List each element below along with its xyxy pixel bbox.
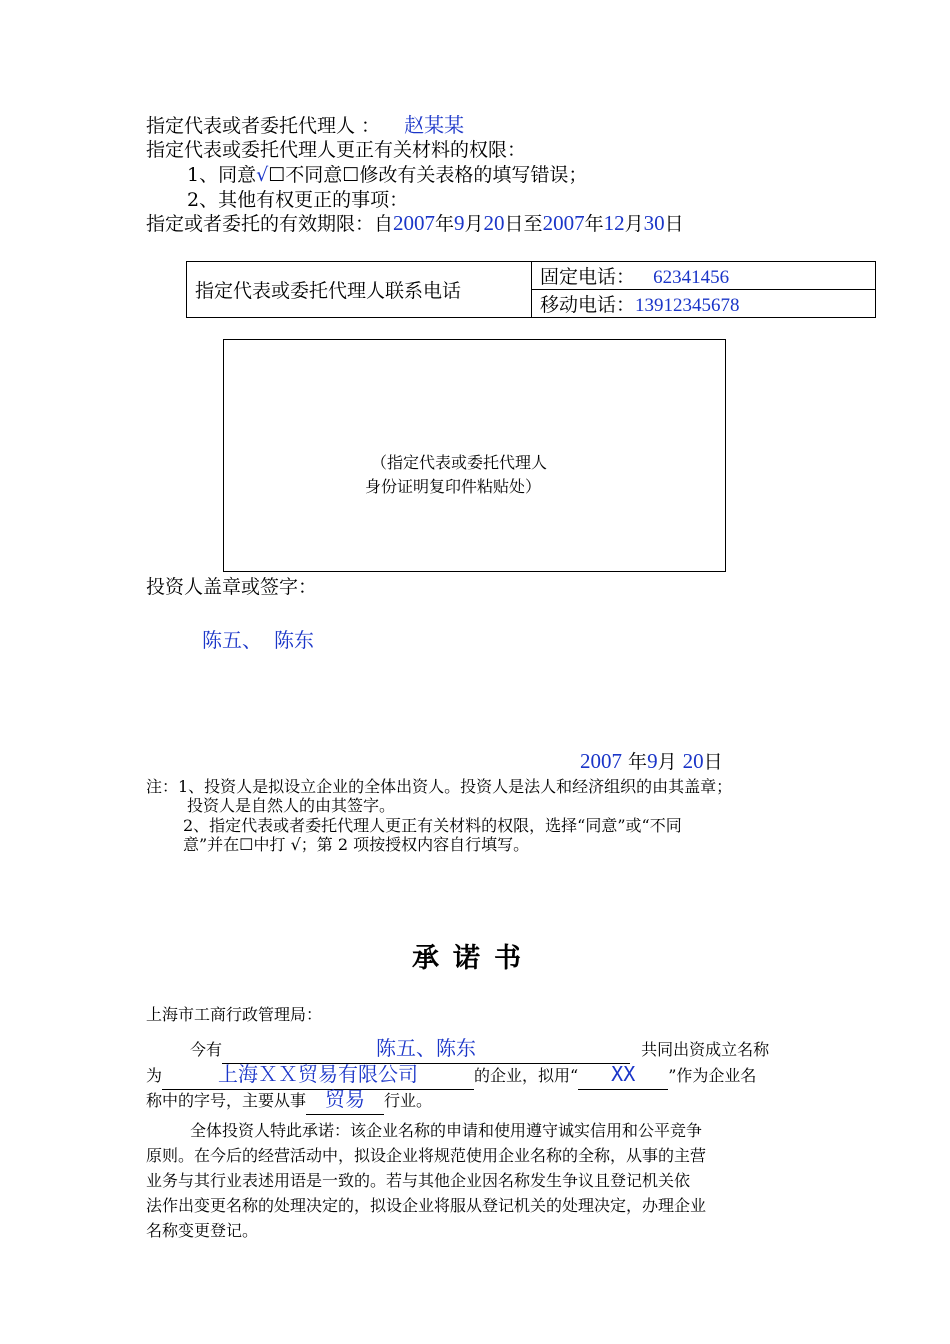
note-2a: 2、指定代表或者委托代理人更正有关材料的权限，选择“同意”或“不同 <box>183 816 682 835</box>
start-day: 20 <box>483 211 505 235</box>
id-box-text <box>365 451 548 499</box>
start-month: 9 <box>454 211 465 235</box>
disagree-label: 不同意 <box>285 164 343 186</box>
auth-item-2: 2、其他有权更正的事项： <box>187 189 409 211</box>
year-unit: 年 <box>435 213 455 235</box>
brand-value: XX <box>611 1062 636 1086</box>
pledge-line-3 <box>146 1087 432 1115</box>
pledge-p2-line-3: 业务与其行业表述用语是一致的。若与其他企业因名称发生争议且登记机关依 <box>146 1171 691 1190</box>
mobile-phone-cell <box>532 290 876 318</box>
pledge-p2-line-5: 名称变更登记。 <box>146 1221 259 1240</box>
pledge-line-1 <box>190 1036 769 1064</box>
id-box-line-1: （指定代表或委托代理人 <box>371 453 548 472</box>
brand-blank <box>578 1062 668 1090</box>
rep-label: 指定代表或者委托代理人 ： <box>146 115 381 137</box>
fixed-phone-cell <box>532 262 876 290</box>
id-box-line-2: 身份证明复印件粘贴处） <box>365 477 542 496</box>
addressee: 上海市工商行政管理局： <box>146 1005 323 1024</box>
pledge-text: 今有 <box>190 1040 223 1059</box>
phone-table <box>186 261 876 318</box>
phone-label: 指定代表或委托代理人联系电话 <box>187 262 532 318</box>
company-value: 上海ＸＸ贸易有限公司 <box>218 1062 419 1086</box>
year-unit: 年 <box>584 213 604 235</box>
company-blank <box>162 1062 474 1090</box>
pledge-text: 行业。 <box>384 1091 433 1110</box>
sign-month: 9 <box>647 749 658 773</box>
auth-item-1-text: 修改有关表格的填写错误； <box>359 164 588 186</box>
start-year: 2007 <box>393 211 436 235</box>
rep-line <box>146 113 464 138</box>
validity-line <box>146 211 684 236</box>
day-unit: 日 <box>664 213 684 235</box>
month-unit: 月 <box>657 751 677 773</box>
id-paste-box <box>223 339 726 572</box>
pledge-p2-line-2: 原则。在今后的经营活动中，拟设企业将规范使用企业名称的全称，从事的主营 <box>146 1146 707 1165</box>
note-1a: 注：1、投资人是拟设立企业的全体出资人。投资人是法人和经济组织的由其盖章； <box>146 777 733 796</box>
pledge-text: 的企业，拟用“ <box>474 1066 579 1085</box>
mobile-phone-label: 移动电话： <box>540 294 636 316</box>
end-day: 30 <box>643 211 665 235</box>
validity-label: 指定或者委托的有效期限：自 <box>146 213 394 235</box>
industry-blank <box>306 1087 384 1115</box>
auth-item-1 <box>187 163 587 187</box>
industry-value: 贸易 <box>325 1087 366 1111</box>
fixed-phone-value: 62341456 <box>653 267 730 288</box>
pledge-text: 称中的字号，主要从事 <box>146 1091 307 1110</box>
pledge-p2-line-1: 全体投资人特此承诺：该企业名称的申请和使用遵守诚实信用和公平竞争 <box>190 1121 703 1140</box>
day-unit: 日 <box>703 751 723 773</box>
investors-blank <box>222 1036 630 1064</box>
day-to-unit: 日至 <box>504 213 543 235</box>
investor-label: 投资人盖章或签字： <box>146 576 318 598</box>
investors-value: 陈五、陈东 <box>376 1036 477 1060</box>
auth-title: 指定代表或委托代理人更正有关材料的权限： <box>146 139 527 161</box>
pledge-line-2 <box>146 1062 756 1090</box>
checkbox-icon: ☐ <box>268 164 286 186</box>
mobile-phone-value: 13912345678 <box>635 295 740 316</box>
end-year: 2007 <box>542 211 585 235</box>
agree-check-icon: √ <box>256 164 269 186</box>
pledge-p2-line-4: 法作出变更名称的处理决定的，拟设企业将服从登记机关的处理决定，办理企业 <box>146 1196 707 1215</box>
sign-year: 2007 <box>580 749 622 773</box>
note-1b: 投资人是自然人的由其签字。 <box>187 796 396 815</box>
pledge-text: 共同出资成立名称 <box>641 1040 770 1059</box>
pledge-text: 为 <box>146 1066 163 1085</box>
sign-day: 20 <box>682 749 704 773</box>
end-month: 12 <box>603 211 625 235</box>
month-unit: 月 <box>464 213 484 235</box>
agree-label: 1、同意 <box>187 164 257 186</box>
pledge-title: 承诺书 <box>412 943 535 974</box>
fixed-phone-label: 固定电话： <box>540 266 636 288</box>
sign-date <box>580 749 723 774</box>
checkbox-icon: ☐ <box>342 164 360 186</box>
month-unit: 月 <box>624 213 644 235</box>
note-2b: 意”并在☐中打 √；第 2 项按授权内容自行填写。 <box>183 835 530 854</box>
investor-signature: 陈五、 陈东 <box>202 628 315 652</box>
rep-name: 赵某某 <box>404 113 465 137</box>
year-unit: 年 <box>628 751 648 773</box>
pledge-text: ”作为企业名 <box>668 1066 757 1085</box>
